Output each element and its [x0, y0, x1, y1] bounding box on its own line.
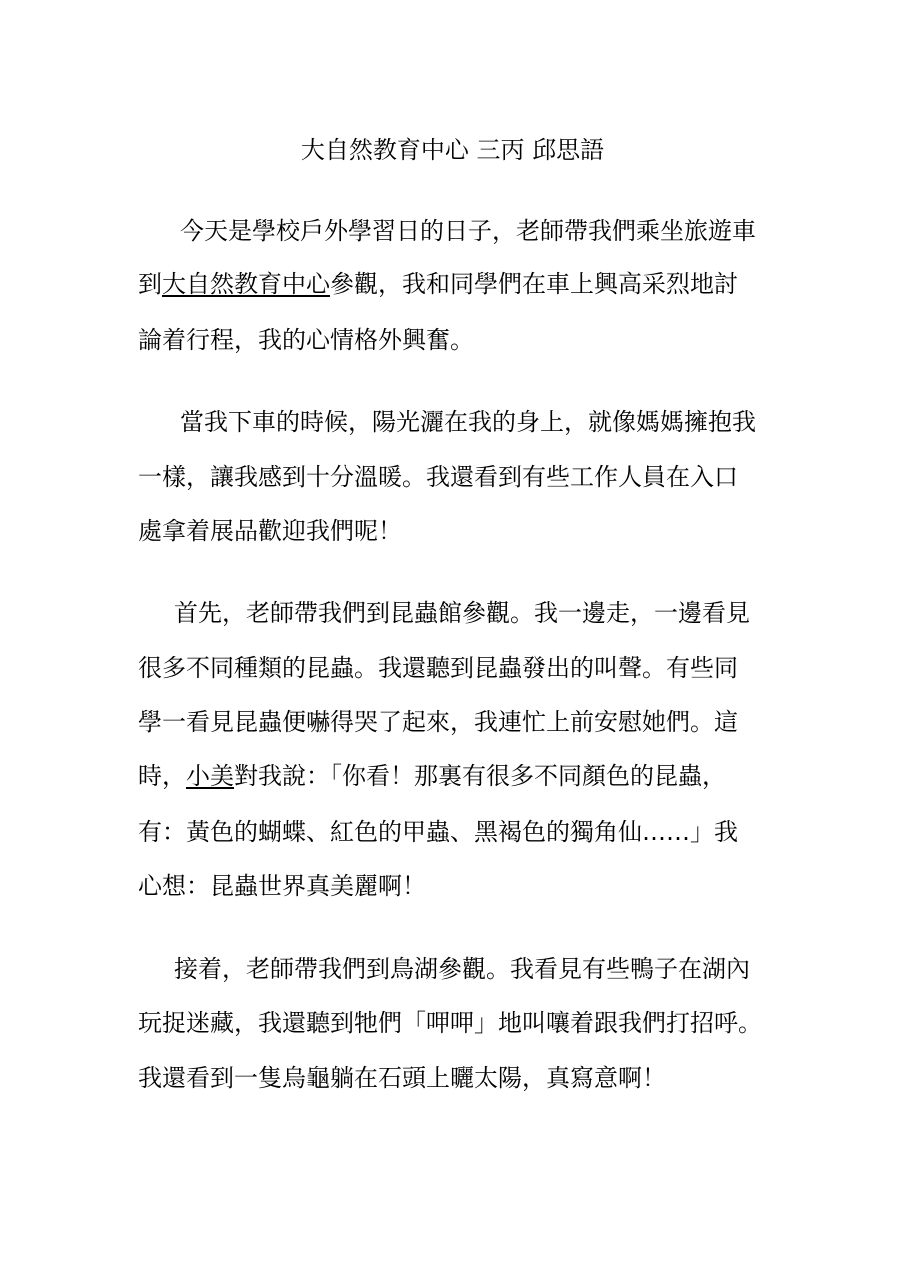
text-segment: 對我說：「你看！那裏有很多不同顏色的昆蟲， [234, 762, 726, 790]
paragraph-3-line-3: 學一看見昆蟲便嚇得哭了起來，我連忙上前安慰她們。這 [138, 708, 738, 736]
paragraph-3-line-6: 心想：昆蟲世界真美麗啊！ [138, 872, 426, 900]
document-title: 大自然教育中心 三丙 邱思語 [300, 136, 605, 164]
paragraph-2-line-3: 處拿着展品歡迎我們呢！ [138, 517, 402, 545]
paragraph-3-line-5: 有：黃色的蝴蝶、紅色的甲蟲、黑褐色的獨角仙……」我 [138, 818, 738, 846]
paragraph-2-line-1: 當我下車的時候，陽光灑在我的身上，就像媽媽擁抱我 [180, 408, 756, 436]
paragraph-1-line-1: 今天是學校戶外學習日的日子，老師帶我們乘坐旅遊車 [180, 217, 756, 245]
text-segment: 時， [138, 762, 186, 790]
paragraph-3-line-1: 首先，老師帶我們到昆蟲館參觀。我一邊走，一邊看見 [174, 599, 750, 627]
paragraph-3-line-2: 很多不同種類的昆蟲。我還聽到昆蟲發出的叫聲。有些同 [138, 654, 738, 682]
paragraph-2-line-2: 一樣，讓我感到十分溫暖。我還看到有些工作人員在入口 [138, 463, 738, 491]
paragraph-3-line-4 [138, 759, 726, 793]
paragraph-1-line-3: 論着行程，我的心情格外興奮。 [138, 326, 474, 354]
underlined-place-name: 大自然教育中心 [162, 270, 330, 298]
paragraph-4-line-1: 接着，老師帶我們到鳥湖參觀。我看見有些鴨子在湖內 [174, 955, 750, 983]
paragraph-4-line-2: 玩捉迷藏，我還聽到牠們「呷呷」地叫嚷着跟我們打招呼。 [138, 1009, 762, 1037]
text-segment: 到 [138, 270, 162, 298]
text-segment: 參觀，我和同學們在車上興高采烈地討 [330, 270, 738, 298]
paragraph-1-line-2 [138, 267, 738, 301]
paragraph-4-line-3: 我還看到一隻烏龜躺在石頭上曬太陽，真寫意啊！ [138, 1064, 666, 1092]
underlined-person-name: 小美 [186, 762, 234, 790]
